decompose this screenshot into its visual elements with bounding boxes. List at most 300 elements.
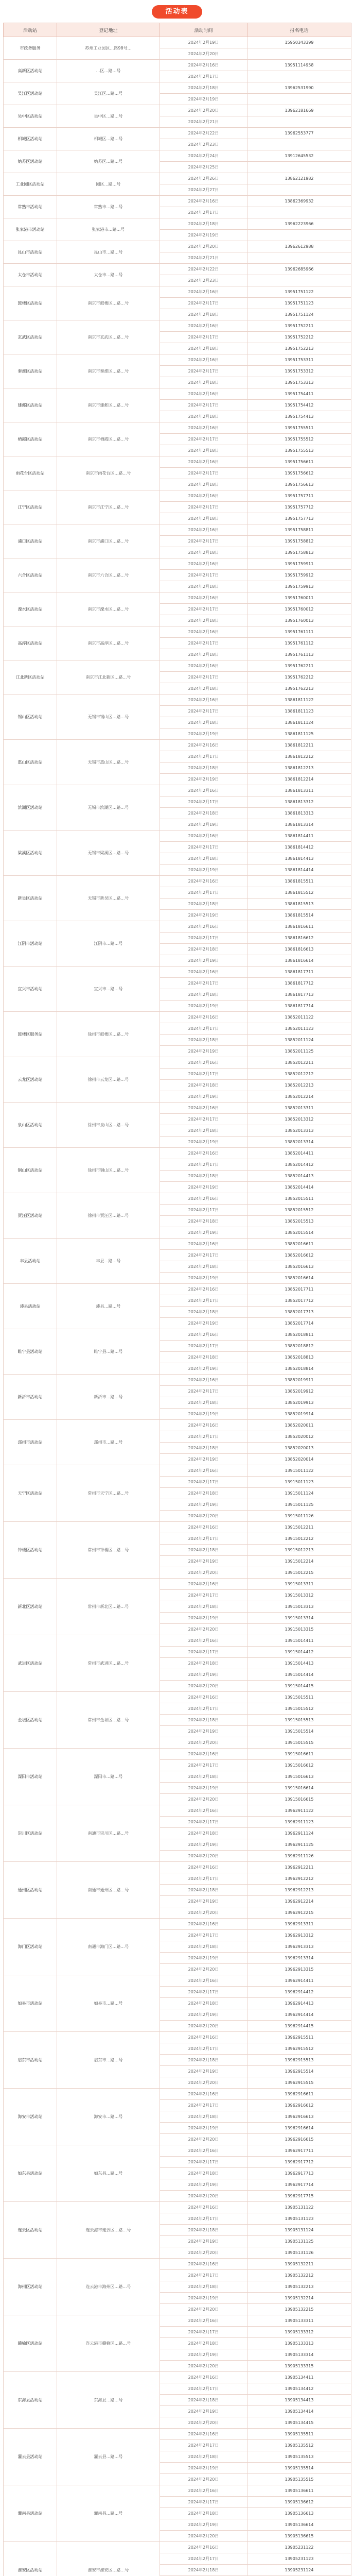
time-cell: 2024年2月18日 <box>160 1658 247 1669</box>
phone-cell: 13962914414 <box>247 2009 351 2021</box>
address-cell: 徐州市铜山区…路…号 <box>57 1148 160 1193</box>
phone-cell: 13905136615 <box>247 2531 351 2542</box>
time-cell: 2024年2月17日 <box>160 1817 247 1828</box>
time-cell: 2024年2月17日 <box>160 1295 247 1307</box>
phone-cell: 13852013311 <box>247 1103 351 1114</box>
time-cell: 2024年2月20日 <box>160 1907 247 1919</box>
phone-cell: 13951762213 <box>247 683 351 694</box>
phone-cell: 13852015511 <box>247 1193 351 1205</box>
phone-cell: 13962917713 <box>247 2168 351 2179</box>
time-cell: 2024年2月17日 <box>160 536 247 547</box>
phone-cell: 13962916613 <box>247 2111 351 2123</box>
table-row <box>4 2315 351 2327</box>
time-cell: 2024年2月17日 <box>160 1341 247 1352</box>
phone-cell: 13852017711 <box>247 1284 351 1295</box>
phone-cell: 13962223966 <box>247 218 351 230</box>
phone-cell: 13905135513 <box>247 2451 351 2463</box>
phone-cell: 13905135511 <box>247 2429 351 2440</box>
phone-cell: 13915015511 <box>247 1692 351 1703</box>
phone-cell: 13962911126 <box>247 1851 351 1862</box>
time-cell: 2024年2月18日 <box>160 411 247 422</box>
station-cell: 相城区活动站 <box>4 128 57 150</box>
time-cell: 2024年2月19日 <box>160 1896 247 1907</box>
phone-cell: 13852017712 <box>247 1295 351 1307</box>
time-cell: 2024年2月19日 <box>160 2236 247 2247</box>
address-cell: 南京市高淳区…路…号 <box>57 626 160 660</box>
phone-cell: 13951757712 <box>247 502 351 513</box>
station-cell: 梁溪区活动站 <box>4 831 57 876</box>
phone-cell: 13852020012 <box>247 1431 351 1443</box>
time-cell: 2024年2月18日 <box>160 1941 247 1953</box>
station-cell: 灌云县活动站 <box>4 2429 57 2485</box>
time-cell: 2024年2月18日 <box>160 547 247 558</box>
phone-cell: 13861817714 <box>247 1001 351 1012</box>
time-cell: 2024年2月18日 <box>160 1488 247 1499</box>
station-cell: 建邺区活动站 <box>4 388 57 422</box>
address-cell: 海安市…路…号 <box>57 2089 160 2145</box>
table-row <box>4 785 351 796</box>
table-row <box>4 558 351 570</box>
phone-cell: 13852014412 <box>247 1159 351 1171</box>
station-cell: 沛县活动站 <box>4 1284 57 1329</box>
phone-cell: 13962913315 <box>247 1964 351 1975</box>
phone-cell: 13915011126 <box>247 1511 351 1522</box>
station-cell: 钟楼区活动站 <box>4 1522 57 1579</box>
phone-cell: 13962913312 <box>247 1930 351 1941</box>
time-cell: 2024年2月19日 <box>160 1318 247 1329</box>
station-cell: 溧阳市活动站 <box>4 1749 57 1805</box>
time-cell: 2024年2月17日 <box>160 706 247 717</box>
address-cell: 吴江区…路…号 <box>57 82 160 105</box>
address-cell: 南京市栖霞区…路…号 <box>57 422 160 456</box>
table-row <box>4 876 351 887</box>
phone-cell: 13861815512 <box>247 887 351 899</box>
address-cell: 新沂市…路…号 <box>57 1375 160 1420</box>
station-cell: 栖霞区活动站 <box>4 422 57 456</box>
time-cell: 2024年2月16日 <box>160 592 247 604</box>
phone-cell: 13962916611 <box>247 2089 351 2100</box>
time-cell: 2024年2月18日 <box>160 2225 247 2236</box>
time-cell: 2024年2月19日 <box>160 37 247 48</box>
phone-cell: 13951761111 <box>247 626 351 638</box>
time-cell: 2024年2月19日 <box>160 94 247 105</box>
phone-cell: 13951760012 <box>247 604 351 615</box>
phone-cell: 13951762211 <box>247 660 351 672</box>
time-cell: 2024年2月18日 <box>160 1715 247 1726</box>
phone-cell: 13962553777 <box>247 128 351 139</box>
station-cell: 睢宁县活动站 <box>4 1329 57 1375</box>
phone-cell: 13905135512 <box>247 2440 351 2451</box>
phone-cell <box>247 252 351 264</box>
phone-cell: 13915015513 <box>247 1715 351 1726</box>
time-cell: 2024年2月18日 <box>160 1307 247 1318</box>
time-cell: 2024年2月16日 <box>160 876 247 887</box>
address-cell: 江阴市…路…号 <box>57 921 160 967</box>
phone-cell: 13951752211 <box>247 320 351 332</box>
phone-cell: 13951760013 <box>247 615 351 626</box>
phone-cell: 13861812213 <box>247 762 351 774</box>
phone-cell: 13962912215 <box>247 1907 351 1919</box>
time-cell: 2024年2月17日 <box>160 2100 247 2111</box>
phone-cell: 13852017714 <box>247 1318 351 1329</box>
address-cell: 园区…路…号 <box>57 173 160 196</box>
table-row <box>4 286 351 298</box>
station-cell: 天宁区活动站 <box>4 1465 57 1522</box>
table-row <box>4 1749 351 1760</box>
station-cell: 秦淮区活动站 <box>4 354 57 388</box>
time-cell: 2024年2月17日 <box>160 1477 247 1488</box>
time-cell: 2024年2月22日 <box>160 264 247 275</box>
time-cell: 2024年2月19日 <box>160 2293 247 2304</box>
table-row <box>4 173 351 184</box>
table-row <box>4 1012 351 1023</box>
phone-cell: 13915015515 <box>247 1737 351 1749</box>
phone-cell: 13905131126 <box>247 2247 351 2259</box>
address-cell: 灌南县…路…号 <box>57 2485 160 2542</box>
station-cell: 溧水区活动站 <box>4 592 57 626</box>
phone-cell: 13962917714 <box>247 2179 351 2191</box>
time-cell: 2024年2月18日 <box>160 2111 247 2123</box>
time-cell: 2024年2月21日 <box>160 116 247 128</box>
time-cell: 2024年2月19日 <box>160 2406 247 2417</box>
time-cell: 2024年2月17日 <box>160 71 247 82</box>
address-cell: 姑苏区…路…号 <box>57 150 160 173</box>
phone-cell: 13962914411 <box>247 1975 351 1987</box>
time-cell: 2024年2月19日 <box>160 1046 247 1057</box>
phone-cell: 13852014413 <box>247 1171 351 1182</box>
address-cell: 南京市六合区…路…号 <box>57 558 160 592</box>
time-cell: 2024年2月17日 <box>160 468 247 479</box>
phone-cell: 13962181669 <box>247 105 351 116</box>
table-row <box>4 1522 351 1533</box>
phone-cell: 15950343399 <box>247 37 351 48</box>
time-cell: 2024年2月19日 <box>160 1273 247 1284</box>
time-cell: 2024年2月17日 <box>160 842 247 853</box>
station-cell: 江阴市活动站 <box>4 921 57 967</box>
time-cell: 2024年2月21日 <box>160 252 247 264</box>
time-cell: 2024年2月18日 <box>160 377 247 388</box>
phone-cell: 13915013314 <box>247 1613 351 1624</box>
address-cell: 启东市…路…号 <box>57 2032 160 2089</box>
phone-cell: 13852012212 <box>247 1069 351 1080</box>
station-cell: 东海县活动站 <box>4 2372 57 2429</box>
phone-cell: 13852018813 <box>247 1352 351 1363</box>
time-cell: 2024年2月18日 <box>160 1261 247 1273</box>
time-cell: 2024年2月18日 <box>160 2055 247 2066</box>
phone-cell: 13905133315 <box>247 2361 351 2372</box>
table-row <box>4 1975 351 1987</box>
address-cell: 南京市溧水区…路…号 <box>57 592 160 626</box>
phone-cell <box>247 162 351 173</box>
address-cell: 如东县…路…号 <box>57 2145 160 2202</box>
table-row <box>4 1805 351 1817</box>
phone-cell: 13962916612 <box>247 2100 351 2111</box>
phone-cell: 13852018814 <box>247 1363 351 1375</box>
phone-cell: 13852020013 <box>247 1443 351 1454</box>
time-cell: 2024年2月18日 <box>160 445 247 456</box>
table-row <box>4 626 351 638</box>
phone-cell: 13852015514 <box>247 1227 351 1239</box>
phone-cell: 13852016614 <box>247 1273 351 1284</box>
address-cell: 睢宁县…路…号 <box>57 1329 160 1375</box>
table-row <box>4 422 351 434</box>
table-row <box>4 264 351 275</box>
table-row <box>4 1919 351 1930</box>
time-cell: 2024年2月16日 <box>160 1465 247 1477</box>
phone-cell: 13852016611 <box>247 1239 351 1250</box>
time-cell: 2024年2月17日 <box>160 796 247 808</box>
phone-cell: 13861811125 <box>247 728 351 740</box>
phone-cell: 13852020014 <box>247 1454 351 1465</box>
phone-cell: 13951752213 <box>247 343 351 354</box>
phone-cell: 13915015514 <box>247 1726 351 1737</box>
phone-cell: 13852011122 <box>247 1012 351 1023</box>
station-cell: 张家港市活动站 <box>4 218 57 241</box>
time-cell: 2024年2月16日 <box>160 921 247 933</box>
time-cell: 2024年2月17日 <box>160 1386 247 1397</box>
time-cell: 2024年2月17日 <box>160 1250 247 1261</box>
time-cell: 2024年2月22日 <box>160 128 247 139</box>
phone-cell: 13905134415 <box>247 2417 351 2429</box>
table-row <box>4 1193 351 1205</box>
time-cell: 2024年2月17日 <box>160 298 247 309</box>
station-cell: 海安市活动站 <box>4 2089 57 2145</box>
time-cell: 2024年2月17日 <box>160 2497 247 2508</box>
phone-cell: 13951758811 <box>247 524 351 536</box>
table-row <box>4 524 351 536</box>
time-cell: 2024年2月18日 <box>160 2565 247 2576</box>
phone-cell: 13905134411 <box>247 2372 351 2383</box>
phone-cell: 13852011124 <box>247 1035 351 1046</box>
phone-cell: 13905131123 <box>247 2213 351 2225</box>
phone-cell: 13951756612 <box>247 468 351 479</box>
time-cell: 2024年2月17日 <box>160 2327 247 2338</box>
phone-cell: 13915011123 <box>247 1477 351 1488</box>
phone-cell: 13905131124 <box>247 2225 351 2236</box>
time-cell: 2024年2月18日 <box>160 581 247 592</box>
time-cell: 2024年2月18日 <box>160 82 247 94</box>
time-cell: 2024年2月16日 <box>160 2259 247 2270</box>
time-cell: 2024年2月17日 <box>160 887 247 899</box>
table-row <box>4 1579 351 1590</box>
time-cell: 2024年2月16日 <box>160 1579 247 1590</box>
time-cell: 2024年2月26日 <box>160 173 247 184</box>
time-cell: 2024年2月17日 <box>160 1205 247 1216</box>
table-row <box>4 60 351 71</box>
phone-cell: 13915012211 <box>247 1522 351 1533</box>
table-row <box>4 196 351 207</box>
phone-cell: 13905133312 <box>247 2327 351 2338</box>
time-cell: 2024年2月18日 <box>160 853 247 865</box>
time-cell: 2024年2月16日 <box>160 490 247 502</box>
phone-cell: 13951753313 <box>247 377 351 388</box>
table-row <box>4 2542 351 2553</box>
table-row <box>4 2485 351 2497</box>
phone-cell: 13951757713 <box>247 513 351 524</box>
address-cell: 连云港市赣榆区…路…号 <box>57 2315 160 2372</box>
time-cell: 2024年2月17日 <box>160 1159 247 1171</box>
address-cell: 连云港市海州区…路…号 <box>57 2259 160 2315</box>
time-cell: 2024年2月18日 <box>160 2395 247 2406</box>
time-cell: 2024年2月17日 <box>160 502 247 513</box>
time-cell: 2024年2月16日 <box>160 1522 247 1533</box>
time-cell: 2024年2月16日 <box>160 1057 247 1069</box>
station-cell: 如东县活动站 <box>4 2145 57 2202</box>
table-row <box>4 82 351 94</box>
time-cell: 2024年2月23日 <box>160 139 247 150</box>
phone-cell: 13915013311 <box>247 1579 351 1590</box>
phone-cell: 13962915512 <box>247 2043 351 2055</box>
phone-cell: 13962913311 <box>247 1919 351 1930</box>
time-cell: 2024年2月16日 <box>160 2429 247 2440</box>
time-cell: 2024年2月16日 <box>160 2089 247 2100</box>
time-cell: 2024年2月16日 <box>160 1919 247 1930</box>
time-cell: 2024年2月17日 <box>160 2043 247 2055</box>
phone-cell: 13861812211 <box>247 740 351 751</box>
address-cell: 张家港市…路…号 <box>57 218 160 241</box>
phone-cell: 13915014413 <box>247 1658 351 1669</box>
phone-cell: 13861816611 <box>247 921 351 933</box>
phone-cell: 13962911123 <box>247 1817 351 1828</box>
time-cell: 2024年2月18日 <box>160 1998 247 2009</box>
phone-cell <box>247 184 351 196</box>
time-cell: 2024年2月20日 <box>160 2134 247 2145</box>
table-row <box>4 1148 351 1159</box>
phone-cell: 13962916615 <box>247 2134 351 2145</box>
phone-cell: 13852018811 <box>247 1329 351 1341</box>
time-cell: 2024年2月20日 <box>160 1737 247 1749</box>
station-cell: 海门区活动站 <box>4 1919 57 1975</box>
time-cell: 2024年2月19日 <box>160 1409 247 1420</box>
time-cell: 2024年2月17日 <box>160 570 247 581</box>
time-cell: 2024年2月18日 <box>160 1771 247 1783</box>
time-cell: 2024年2月16日 <box>160 2485 247 2497</box>
station-cell: 新沂市活动站 <box>4 1375 57 1420</box>
time-cell: 2024年2月18日 <box>160 1885 247 1896</box>
address-cell: 徐州市鼓楼区…路…号 <box>57 1012 160 1057</box>
time-cell: 2024年2月18日 <box>160 717 247 728</box>
address-cell: 宜兴市…路…号 <box>57 967 160 1012</box>
time-cell: 2024年2月18日 <box>160 1080 247 1091</box>
phone-cell: 13905133313 <box>247 2338 351 2349</box>
station-cell: 云龙区活动站 <box>4 1057 57 1103</box>
phone-cell: 13915014411 <box>247 1635 351 1647</box>
phone-cell: 13905231122 <box>247 2542 351 2553</box>
time-cell: 2024年2月16日 <box>160 558 247 570</box>
phone-cell <box>247 94 351 105</box>
time-cell: 2024年2月16日 <box>160 626 247 638</box>
phone-cell: 13962917715 <box>247 2191 351 2202</box>
phone-cell: 13905136612 <box>247 2497 351 2508</box>
address-cell: 南京市玄武区…路…号 <box>57 320 160 354</box>
phone-cell: 13861817712 <box>247 978 351 989</box>
station-cell: 灌南县活动站 <box>4 2485 57 2542</box>
phone-cell: 13905133311 <box>247 2315 351 2327</box>
time-cell: 2024年2月20日 <box>160 2474 247 2485</box>
time-cell: 2024年2月16日 <box>160 1012 247 1023</box>
time-cell: 2024年2月16日 <box>160 1148 247 1159</box>
time-cell: 2024年2月20日 <box>160 2247 247 2259</box>
time-cell: 2024年2月19日 <box>160 2519 247 2531</box>
time-cell: 2024年2月17日 <box>160 604 247 615</box>
phone-cell: 13861814411 <box>247 831 351 842</box>
station-cell: 高淳区活动站 <box>4 626 57 660</box>
time-cell: 2024年2月16日 <box>160 456 247 468</box>
address-cell: 无锡市锡山区…路…号 <box>57 694 160 740</box>
table-row <box>4 592 351 604</box>
station-cell: 丰县活动站 <box>4 1239 57 1284</box>
station-cell: 高新区活动站 <box>4 60 57 82</box>
phone-cell: 13861813314 <box>247 819 351 831</box>
address-cell: 溧阳市…路…号 <box>57 1749 160 1805</box>
address-cell: 常州市天宁区…路…号 <box>57 1465 160 1522</box>
address-cell: 南京市雨花台区…路…号 <box>57 456 160 490</box>
phone-cell: 13962915511 <box>247 2032 351 2043</box>
station-cell: 工业园区活动站 <box>4 173 57 196</box>
address-cell: 南通市通州区…路…号 <box>57 1862 160 1919</box>
table-row <box>4 1635 351 1647</box>
station-cell: 太仓市活动站 <box>4 264 57 286</box>
phone-cell: 13951755511 <box>247 422 351 434</box>
address-cell: 吴中区…路…号 <box>57 105 160 128</box>
time-cell: 2024年2月17日 <box>160 366 247 377</box>
schedule-table <box>3 23 351 2576</box>
phone-cell: 13915016612 <box>247 1760 351 1771</box>
time-cell: 2024年2月19日 <box>160 1227 247 1239</box>
time-cell: 2024年2月19日 <box>160 1726 247 1737</box>
phone-cell: 13861816612 <box>247 933 351 944</box>
phone-cell: 13951755513 <box>247 445 351 456</box>
time-cell: 2024年2月17日 <box>160 1023 247 1035</box>
phone-cell <box>247 116 351 128</box>
table-row <box>4 2259 351 2270</box>
phone-cell: 13905135514 <box>247 2463 351 2474</box>
phone-cell: 13905231124 <box>247 2565 351 2576</box>
table-row <box>4 320 351 332</box>
time-cell: 2024年2月16日 <box>160 1329 247 1341</box>
time-cell: 2024年2月16日 <box>160 2315 247 2327</box>
table-row <box>4 2429 351 2440</box>
time-cell: 2024年2月20日 <box>160 2304 247 2315</box>
time-cell: 2024年2月20日 <box>160 2361 247 2372</box>
phone-cell: 13852017713 <box>247 1307 351 1318</box>
phone-cell: 13905132215 <box>247 2304 351 2315</box>
time-cell: 2024年2月19日 <box>160 819 247 831</box>
time-cell: 2024年2月19日 <box>160 1783 247 1794</box>
phone-cell: 13915012213 <box>247 1545 351 1556</box>
time-cell: 2024年2月20日 <box>160 2531 247 2542</box>
column-header-station: 活动站 <box>4 23 57 37</box>
phone-cell: 13852013312 <box>247 1114 351 1125</box>
time-cell: 2024年2月17日 <box>160 1431 247 1443</box>
time-cell: 2024年2月18日 <box>160 1125 247 1137</box>
time-cell: 2024年2月27日 <box>160 184 247 196</box>
address-cell: 邳州市…路…号 <box>57 1420 160 1465</box>
phone-cell: 13962917711 <box>247 2145 351 2157</box>
phone-cell: 13962915514 <box>247 2066 351 2077</box>
phone-cell: 13915011124 <box>247 1488 351 1499</box>
phone-cell: 13951758812 <box>247 536 351 547</box>
table-row <box>4 740 351 751</box>
phone-cell: 13951759913 <box>247 581 351 592</box>
phone-cell: 13852012214 <box>247 1091 351 1103</box>
phone-cell: 13905134414 <box>247 2406 351 2417</box>
phone-cell: 13915013315 <box>247 1624 351 1635</box>
phone-cell: 13951754412 <box>247 400 351 411</box>
phone-cell: 13962911125 <box>247 1839 351 1851</box>
table-row <box>4 1329 351 1341</box>
phone-cell: 13951752212 <box>247 332 351 343</box>
